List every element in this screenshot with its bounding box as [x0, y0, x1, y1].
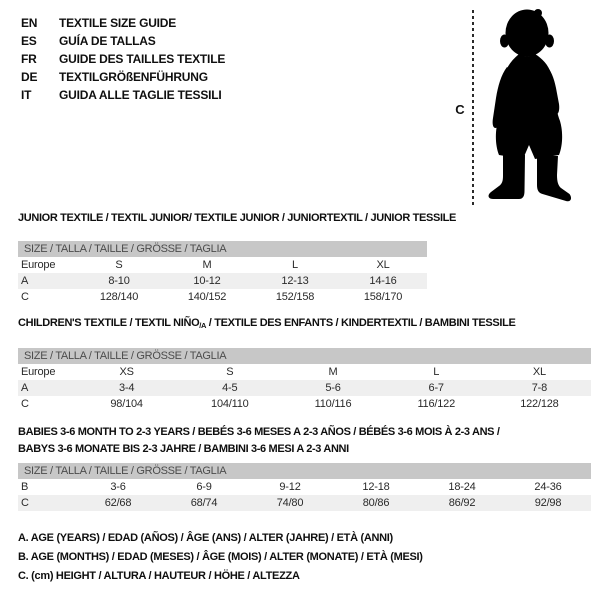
children-title-sub: /A — [199, 321, 207, 330]
size-table-row — [18, 289, 427, 305]
row-label: C — [21, 497, 29, 509]
size-table-row — [18, 495, 591, 511]
footnote-c: C. (cm) HEIGHT / ALTURA / HAUTEUR / HÖHE / ALTEZZA — [18, 570, 300, 582]
size-cell: 80/86 — [362, 497, 390, 509]
size-cell: L — [292, 259, 298, 271]
lang-title: GUIDA ALLE TAGLIE TESSILI — [59, 88, 222, 102]
size-cell: 140/152 — [187, 291, 227, 303]
lang-title: TEXTILE SIZE GUIDE — [59, 16, 177, 30]
footnote-b: B. AGE (MONTHS) / EDAD (MESES) / ÂGE (MOIS) / ALTER (MONATE) / ETÀ (MESI) — [18, 551, 423, 563]
lang-code: FR — [21, 52, 37, 66]
lang-code: IT — [21, 88, 32, 102]
size-cell: S — [115, 259, 123, 271]
lang-row-en — [21, 14, 225, 32]
size-cell: XL — [376, 259, 390, 271]
size-cell: 128/140 — [99, 291, 139, 303]
size-cell: 92/98 — [534, 497, 562, 509]
row-label: Europe — [21, 366, 56, 378]
size-table-row — [18, 396, 591, 412]
size-header-bar: SIZE / TALLA / TAILLE / GRÖSSE / TAGLIA — [18, 241, 427, 257]
size-cell: 14-16 — [369, 275, 397, 287]
size-cell: 12-13 — [281, 275, 309, 287]
size-cell: 3-4 — [118, 382, 135, 394]
lang-code: ES — [21, 34, 37, 48]
babies-size-table — [18, 463, 591, 511]
size-cell: XS — [119, 366, 134, 378]
size-cell: 5-6 — [325, 382, 341, 394]
baby-silhouette-icon — [482, 6, 580, 208]
lang-title: TEXTILGRÖßENFÜHRUNG — [59, 70, 208, 84]
size-header-bar: SIZE / TALLA / TAILLE / GRÖSSE / TAGLIA — [18, 348, 591, 364]
size-cell: 158/170 — [363, 291, 403, 303]
babies-section-title — [18, 424, 500, 457]
size-cell: 3-6 — [110, 481, 126, 493]
lang-row-it — [21, 86, 225, 104]
size-cell: 98/104 — [110, 398, 143, 410]
size-cell: 8-10 — [108, 275, 130, 287]
size-header-bar: SIZE / TALLA / TAILLE / GRÖSSE / TAGLIA — [18, 463, 591, 479]
size-cell: 74/80 — [276, 497, 304, 509]
size-cell: 68/74 — [190, 497, 218, 509]
height-measure-label: C — [455, 102, 465, 117]
size-cell: 62/68 — [104, 497, 132, 509]
size-cell: 7-8 — [531, 382, 548, 394]
children-size-table — [18, 348, 591, 412]
row-label: A — [21, 382, 29, 394]
size-cell: XL — [532, 366, 546, 378]
size-cell: 104/110 — [211, 398, 249, 410]
babies-title-line-1: BABIES 3-6 MONTH TO 2-3 YEARS / BEBÉS 3-6 MESES A 2-3 AÑOS / BÉBÉS 3-6 MOIS À 2-3 ANS / — [18, 426, 500, 438]
children-title-post: / TEXTILE DES ENFANTS / KINDERTEXTIL / BAMBINI TESSILE — [206, 317, 516, 329]
size-cell: 10-12 — [193, 275, 221, 287]
size-cell: 6-9 — [196, 481, 212, 493]
size-cell: 18-24 — [448, 481, 476, 493]
size-cell: 86/92 — [448, 497, 476, 509]
lang-row-fr — [21, 50, 225, 68]
row-label: A — [21, 275, 29, 287]
footnotes — [18, 532, 423, 589]
size-cell: 12-18 — [362, 481, 390, 493]
language-legend — [21, 14, 225, 104]
lang-code: DE — [21, 70, 38, 84]
row-label: C — [21, 398, 29, 410]
size-cell: 6-7 — [428, 382, 444, 394]
size-cell: 152/158 — [275, 291, 315, 303]
lang-title: GUIDE DES TAILLES TEXTILE — [59, 52, 226, 66]
size-table-row — [18, 380, 591, 396]
size-table-row — [18, 257, 427, 273]
size-cell: 9-12 — [279, 481, 301, 493]
size-cell: 116/122 — [417, 398, 455, 410]
size-cell: 122/128 — [520, 398, 559, 410]
size-cell: 4-5 — [222, 382, 238, 394]
row-label: C — [21, 291, 29, 303]
row-label: Europe — [21, 259, 56, 271]
junior-size-table — [18, 241, 427, 305]
size-cell: M — [202, 259, 212, 271]
size-table-row — [18, 479, 591, 495]
lang-code: EN — [21, 16, 38, 30]
size-cell: 110/116 — [314, 398, 352, 410]
size-table-row — [18, 273, 427, 289]
size-cell: 24-36 — [534, 481, 562, 493]
children-title-pre: CHILDREN'S TEXTILE / TEXTIL NIÑO — [18, 317, 200, 329]
height-measure-dashed-line — [472, 10, 474, 208]
size-table-row — [18, 364, 591, 380]
lang-title: GUÍA DE TALLAS — [59, 34, 156, 48]
junior-section-title: JUNIOR TEXTILE / TEXTIL JUNIOR/ TEXTILE JUNIOR / JUNIORTEXTIL / JUNIOR TESSILE — [18, 212, 457, 224]
size-cell: M — [328, 366, 338, 378]
size-cell: L — [433, 366, 440, 378]
row-label: B — [21, 481, 29, 493]
lang-row-es — [21, 32, 225, 50]
size-cell: S — [226, 366, 234, 378]
lang-row-de — [21, 68, 225, 86]
babies-title-line-2: BABYS 3-6 MONATE BIS 2-3 JAHRE / BAMBINI 3-6 MESI A 2-3 ANNI — [18, 442, 349, 455]
children-section-title — [18, 317, 515, 330]
footnote-a: A. AGE (YEARS) / EDAD (AÑOS) / ÂGE (ANS) / ALTER (JAHRE) / ETÀ (ANNI) — [18, 532, 393, 544]
